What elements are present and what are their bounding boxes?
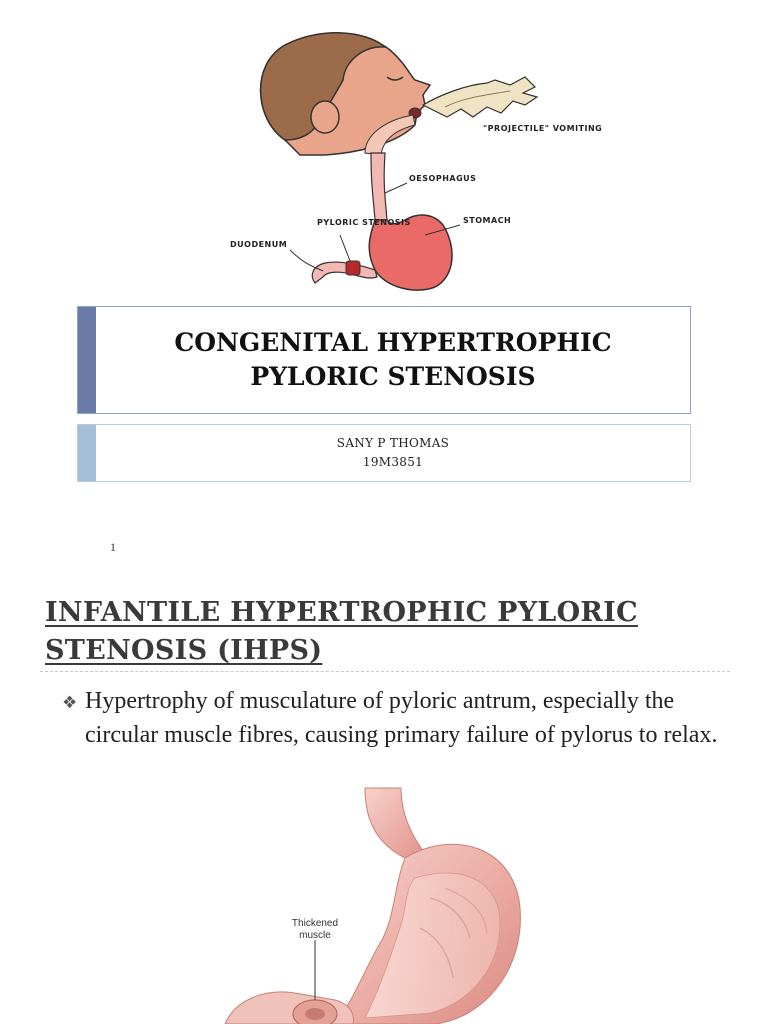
label-stomach: STOMACH [463, 216, 512, 225]
diamond-cluster-icon: ❖ [62, 693, 78, 713]
label-pyloric: PYLORIC STENOSIS [317, 218, 411, 227]
stomach-thickened-muscle-illustration [215, 788, 545, 1024]
page-number: 1 [110, 540, 116, 554]
label-duodenum: DUODENUM [230, 240, 288, 249]
author-name: SANY P THOMAS [336, 436, 450, 450]
divider [40, 671, 730, 672]
subtitle-accent-bar [78, 425, 96, 481]
label-oesophagus: OESOPHAGUS [409, 174, 477, 183]
slide-title [96, 307, 690, 413]
title-line-2: PYLORIC STENOSIS [250, 362, 536, 391]
label-projectile: "PROJECTILE" VOMITING [483, 124, 603, 133]
bullet-text: Hypertrophy of musculature of pyloric antrum, especially the circular muscle fibres, causing primary failure of pylorus to relax. [85, 688, 718, 748]
infant-vomiting-illustration [225, 25, 603, 300]
author-id: 19M3851 [362, 455, 424, 469]
heading-line-1: INFANTILE HYPERTROPHIC PYLORIC [45, 597, 638, 628]
heading-line-2: STENOSIS (IHPS) [45, 635, 323, 666]
label-thickened: Thickened [291, 918, 339, 929]
bullet-item [62, 684, 722, 752]
title-line-1: CONGENITAL HYPERTROPHIC [174, 328, 612, 357]
label-muscle: muscle [299, 930, 331, 941]
content-slide [0, 570, 768, 1024]
title-box [77, 306, 691, 414]
slide-heading [45, 594, 725, 670]
subtitle [96, 425, 690, 481]
title-accent-bar [78, 307, 96, 413]
subtitle-box [77, 424, 691, 482]
